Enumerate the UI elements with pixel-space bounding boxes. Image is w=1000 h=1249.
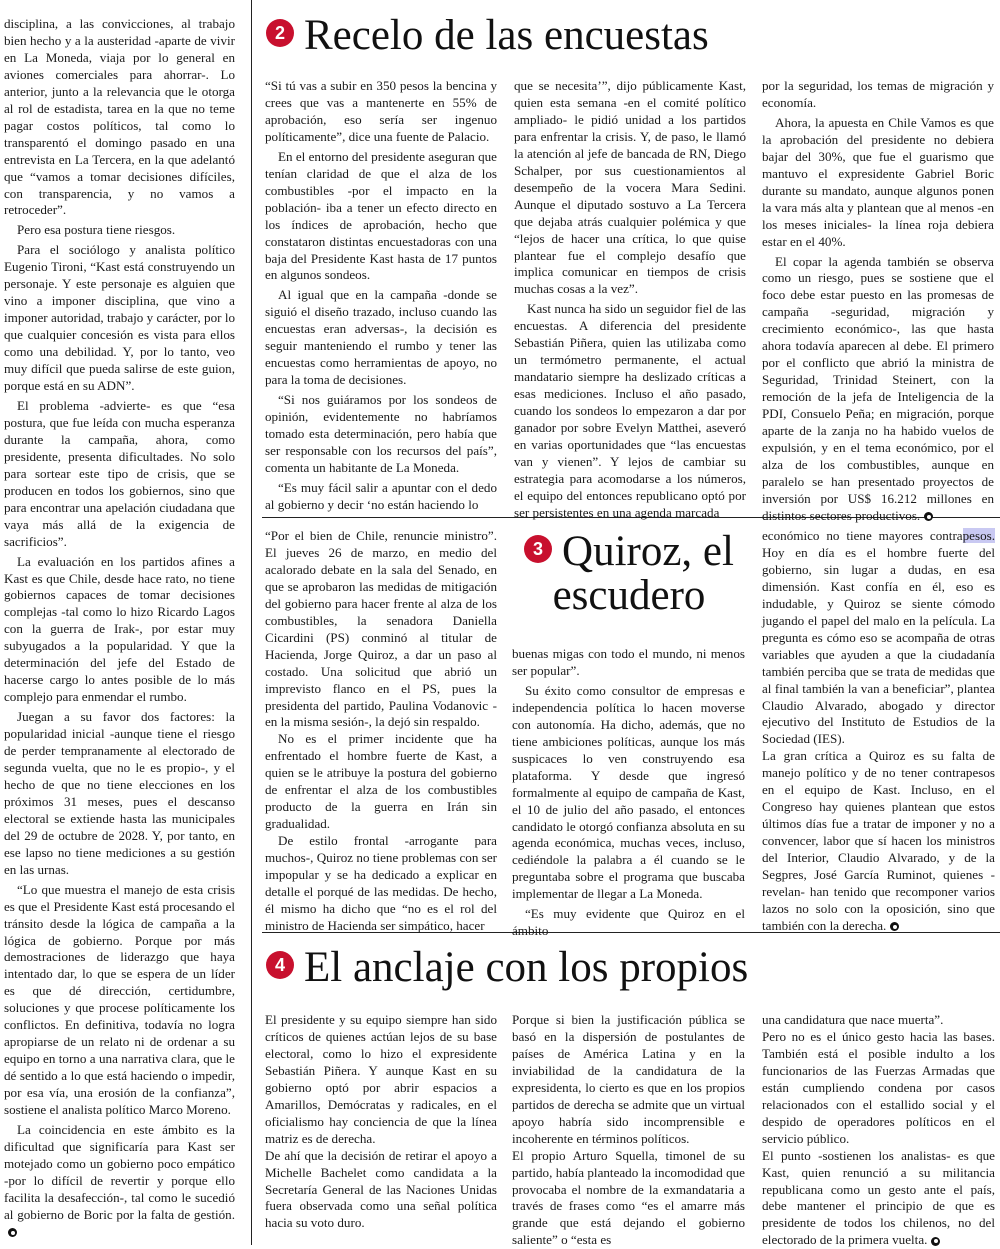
section-number-badge: 3 <box>524 535 552 563</box>
paragraph: De estilo frontal -arrogante para muchos-, Quiroz no tiene problemas con ser impopular y se ha dedicado a explicar en detalle el porqué de las medidas. De hecho, él mismo ha dicho que “no es el rol del ministro de Hacienda ser simpático, hacer <box>265 833 497 933</box>
paragraph: Su éxito como consultor de empresas e independencia política lo hacen moverse con autonomía. Ha dicho, además, que no tiene ambiciones políticas, aunque los más suspicaces lo ven construyendo esa plataforma. Y desde que ingresó formalmente al equipo de campaña de Kast, el 10 de julio del año pasado, el entonces candidato le otorgó confianza absoluta en su agenda económica, muchas veces, incluso, cediéndole la palabra a él cuando se le preguntaba sobre el programa que buscaba implementar de llegar a La Moneda. <box>512 682 745 902</box>
paragraph: Porque si bien la justificación pública se basó en la dispersión de postulantes de países de América Latina y en la inviabilidad de la candidatura de la expresidenta, lo cierto es que en los propios partidos de derecha se admite que un virtual apoyo habría sido incomprensible e incoherente en términos políticos. <box>512 1012 745 1146</box>
section-4-heading <box>266 946 748 990</box>
section-number-badge: 4 <box>266 951 294 979</box>
paragraph: Juegan a su favor dos factores: la popularidad inicial -aunque tiene el riesgo de perder tempranamente al electorado de segunda vuelta, que no le es propio-, y el hecho de que no tiene elecciones en los próximos 31 meses, pues el descanso electoral se extiende hasta las municipales del 29 de octubre de 2028. Y, por tanto, en ese lapso no tiene mediciones a su gestión en las urnas. <box>4 709 235 877</box>
paragraph: “Es muy evidente que Quiroz en el ámbito <box>512 906 745 939</box>
end-mark-icon <box>8 1228 17 1237</box>
section-3-column-1 <box>265 528 497 933</box>
paragraph: El copar la agenda también se observa como un riesgo, pues se sostiene que el foco debe estar puesto en las promesas de campaña -seguridad, migración y crecimiento económico-, las que hasta ahora todavía aparecen al debe. El primero por el conflicto que abrió la ministra de Seguridad, Trinidad Steinert, con la remoción de la jefa de Inteligencia de la PDI, Consuelo Peña; en migración, porque aparte de la zanja no ha habido vuelos de expulsión, y en el tema económico, por el alza de los combustibles, aunque en paralelo se han presentado proyectos de inversión por US$ 16.212 millones en distintos sectores productivos. <box>762 253 994 523</box>
paragraph: La gran crítica a Quiroz es su falta de manejo político y de no tener contrapesos en el equipo de Kast. Incluso, en el Congreso hay quienes plantean que estos últimos días fue a tratar de imponer y no a convencer, labor que sí hacen los ministros del Interior, Claudio Alvarado, y de la Segpres, José García Ruminot, quienes -revelan- han tenido que recomponer varios lazos no solo con la oposición, sino que también con la derecha. <box>762 748 995 933</box>
section-4-column-3 <box>762 1012 995 1248</box>
paragraph: disciplina, a las convicciones, al trabajo bien hecho y a la austeridad -aparte de vivir en La Moneda, viaja por lo general en aviones comerciales para ahorrar-. Lo anterior, junto a la relevancia que le otorga al rol de estadista, tarea en la que no teme pagar costos políticos, tal como lo transparentó el domingo pasado en una entrevista en La Tercera, en la que adelantó que “vamos a tomar decisiones difíciles, con transparencia, y no vamos a retroceder”. <box>4 16 235 218</box>
end-mark-icon <box>890 922 899 931</box>
paragraph: buenas migas con todo el mundo, ni menos ser popular”. <box>512 646 745 678</box>
paragraph: El presidente y su equipo siempre han sido críticos de quienes actúan lejos de su base electoral, como lo hizo el expresidente Sebastián Piñera. Y aunque Kast en su gobierno optó por abrir espacios a Amarillos, Demócratas y radicales, en el oficialismo hay conciencia de que la línea matriz es de derecha. <box>265 1012 497 1146</box>
paragraph: por la seguridad, los temas de migración y economía. <box>762 78 994 110</box>
paragraph: una candidatura que nace muerta”. <box>762 1012 944 1027</box>
paragraph: El problema -advierte- es que “esa postura, que fue leída con mucha esperanza durante la campaña, ahora, como presidente, presenta dificultades. No solo para sortear este tipo de crisis, que se producen en todos los gobiernos, sino que para encontrar una apelación ciudadana que vaya más allá de la exigencia de sacrificios”. <box>4 397 235 549</box>
section-title: El anclaje con los propios <box>304 944 749 991</box>
paragraph: De ahí que la decisión de retirar el apoyo a Michelle Bachelet como candidata a la Secretaría General de las Naciones Unidas fuera observada como una señal política hacia su voto duro. <box>265 1147 497 1231</box>
highlighted-text: pesos. <box>962 528 995 543</box>
column-divider-left <box>251 0 252 1245</box>
paragraph: “Por el bien de Chile, renuncie ministro”. El jueves 26 de marzo, en medio del acalorado debate en la sala del Senado, en que se aprobaron las medidas de mitigación del gobierno para hacer frente al alza de los combustibles, la senadora Daniella Cicardini (PS) conminó al titular de Hacienda, Jorge Quiroz, a dar un paso al costado. Una solicitud que abrió un imprevisto flanco en el PS, pues la presidenta del partido, Paulina Vodanovic -en la misma sesión-, la dejó sin respaldo. <box>265 528 497 730</box>
paragraph: El punto -sostienen los analistas- es que Kast, quien renunció a su militancia republicana como un gesto ante el país, debe mantener el principio de que es presidente de todos los chilenos, no del electorado de la primera vuelta. <box>762 1147 995 1248</box>
paragraph: Pero esa postura tiene riesgos. <box>17 222 176 238</box>
paragraph: En el entorno del presidente aseguran que tenían claridad de que el alza de los combustibles -por el impacto en la población- iba a tener un efecto directo en los índices de aprobación, hecho que constataron distintas encuestadoras con una baja del Presidente Kast hasta de 17 puntos en algunos sondeos. <box>265 148 497 283</box>
section-4-column-2 <box>512 1012 745 1248</box>
left-column <box>4 16 235 1228</box>
section-3-heading <box>512 530 746 618</box>
section-2-column-3 <box>762 78 994 523</box>
section-2-column-1 <box>265 78 497 512</box>
section-number-badge: 2 <box>266 19 294 47</box>
section-title: Recelo de las encuestas <box>304 12 709 59</box>
section-3-column-2 <box>512 646 745 939</box>
paragraph: Kast nunca ha sido un seguidor fiel de las encuestas. A diferencia del presidente Sebastián Piñera, quien las utilizaba como un termómetro permanente, el actual mandatario siempre ha deslizado críticas a esas mediciones. Incluso el año pasado, cuando los sondeos lo empezaron a dar por ganador por sobre Evelyn Matthei, aseveró en varias oportunidades que “las encuestas van y vienen”. Y lejos de cambiar su estrategia para acomodarse a los números, el equipo del entonces republicano optó por ser persistentes en una agenda marcada <box>514 301 746 520</box>
paragraph: La evaluación en los partidos afines a Kast es que Chile, desde hace rato, no tiene gobiernos capaces de tomar decisiones complejas -tal como lo hizo Ricardo Lagos con la guerra de Irak-, por estar muy subyugados a la popularidad. Y que la determinación del jefe del Estado de hacerse cargo lo antes posible de lo más complejo para enmendar el rumbo. <box>4 553 235 705</box>
paragraph: “Si tú vas a subir en 350 pesos la bencina y crees que vas a mantenerte en 55% de aprobación, eso sería ser ingenuo políticamente”, dice una fuente de Palacio. <box>265 78 497 144</box>
paragraph: El propio Arturo Squella, timonel de su partido, había planteado la incomodidad que provocaba el nombre de la exmandataria a través de frases como “es el amarre más grande que está dejando el gobierno saliente” o “esta es <box>512 1147 745 1248</box>
paragraph: Al igual que en la campaña -donde se siguió el diseño trazado, incluso cuando las encuestas eran adversas-, la decisión es seguir manteniendo el rumbo y tener las encuestas como herramientas de apoyo, no para la toma de decisiones. <box>265 287 497 388</box>
section-title-line-2: escudero <box>552 572 706 619</box>
end-mark-icon <box>931 1237 940 1246</box>
end-mark-icon <box>924 512 933 521</box>
paragraph: La coincidencia en este ámbito es la dificultad que significaría para Kast ser motejado como un gobierno poco empático -por lo difícil de revertir y porque ello facilita la desafección-, tal como le sucedió al gobierno de Boric por la falta de gestión. <box>4 1122 235 1241</box>
paragraph: que se necesita’”, dijo públicamente Kast, quien esta semana -en el comité político ampliado- le pidió unidad a los partidos para enfrentar la crisis. Y, de paso, le llamó la atención al jefe de bancada de RN, Diego Schalper, por sus cuestionamientos al desempeño de la vocera Mara Sedini. Aunque el diputado sostuvo a La Tercera que dejaba atrás cualquier polémica y que “lejos de hacer una crítica, lo que quise plantear fue el complejo desafío que implica comunicar en tiempos de crisis muchas cosas a la vez”. <box>514 78 746 297</box>
section-2-heading <box>266 14 709 58</box>
section-4-column-1 <box>265 1012 497 1231</box>
paragraph: Pero no es el único gesto hacia las bases. También está el posible indulto a los funcionarios de las Fuerzas Armadas que están cumpliendo condena por casos relacionados con el estallido social y el despido de operadores políticos en el servicio público. <box>762 1028 995 1146</box>
paragraph: “Es muy fácil salir a apuntar con el dedo al gobierno y decir ‘no están haciendo lo <box>265 479 497 512</box>
paragraph: económico no tiene mayores contrapesos. Hoy en día es el hombre fuerte del gobierno, sin lugar a dudas, en esa dimensión. Kast confía en él, eso es indudable, y Quiroz se siente cómodo jugando el papel del malo en la película. La pregunta es cómo eso se acompaña de otras variables que ayuden a que la ciudadanía también perciba que se trata de medidas que al final también la van a beneficiar”, plantea Claudio Alvarado, abogado y director ejecutivo del Instituto de Estudios de la Sociedad (IES). <box>762 528 995 747</box>
paragraph: “Si nos guiáramos por los sondeos de opinión, evidentemente no habríamos tomado esta determinación, pero había que ser responsable con los recursos del país”, comenta un habitante de La Moneda. <box>265 392 497 475</box>
section-title-line-1: Quiroz, el <box>562 528 734 575</box>
paragraph: Ahora, la apuesta en Chile Vamos es que la aprobación del presidente no debiera bajar del 30%, que fue el guarismo que mantuvo el expresidente Gabriel Boric durante su mandato, aunque algunos ponen la vara más alta y plantean que al menos -en los meses iniciales- la línea roja debiera estar en el 40%. <box>762 114 994 249</box>
paragraph: No es el primer incidente que ha enfrentado el hombre fuerte de Kast, a quien se le atribuye la postura del gobierno de enfrentar el alza de los combustibles producto de la guerra en Irán sin gradualidad. <box>265 731 497 832</box>
paragraph: “Lo que muestra el manejo de esta crisis es que el Presidente Kast está procesando el tránsito desde la lógica de campaña a la lógica de gobierno. Porque por más demostraciones de liderazgo que haya intentado dar, lo que se espera de un líder es que dé dirección, certidumbre, soluciones y que procese políticamente los conflictos. En definitiva, todavía no logra apropiarse de un relato ni de ordenar a su equipo en torno a una narrativa clara, que le dé sentido a lo que está haciendo o impedir, por esa vía, una erosión de la confianza”, sostiene el analista político Marco Moreno. <box>4 881 235 1118</box>
section-2-column-2 <box>514 78 746 520</box>
section-3-column-3 <box>762 528 995 933</box>
paragraph: Para el sociólogo y analista político Eugenio Tironi, “Kast está construyendo un personaje. Y este personaje es alguien que vino a imponer disciplina, que vino a imponer autoridad, trabajo y carácter, por lo que cualquier concesión es vista para ellos como una debilidad. Y, por lo tanto, veo muy difícil que pueda salirse de este guion, porque está en su ADN”. <box>4 242 235 394</box>
